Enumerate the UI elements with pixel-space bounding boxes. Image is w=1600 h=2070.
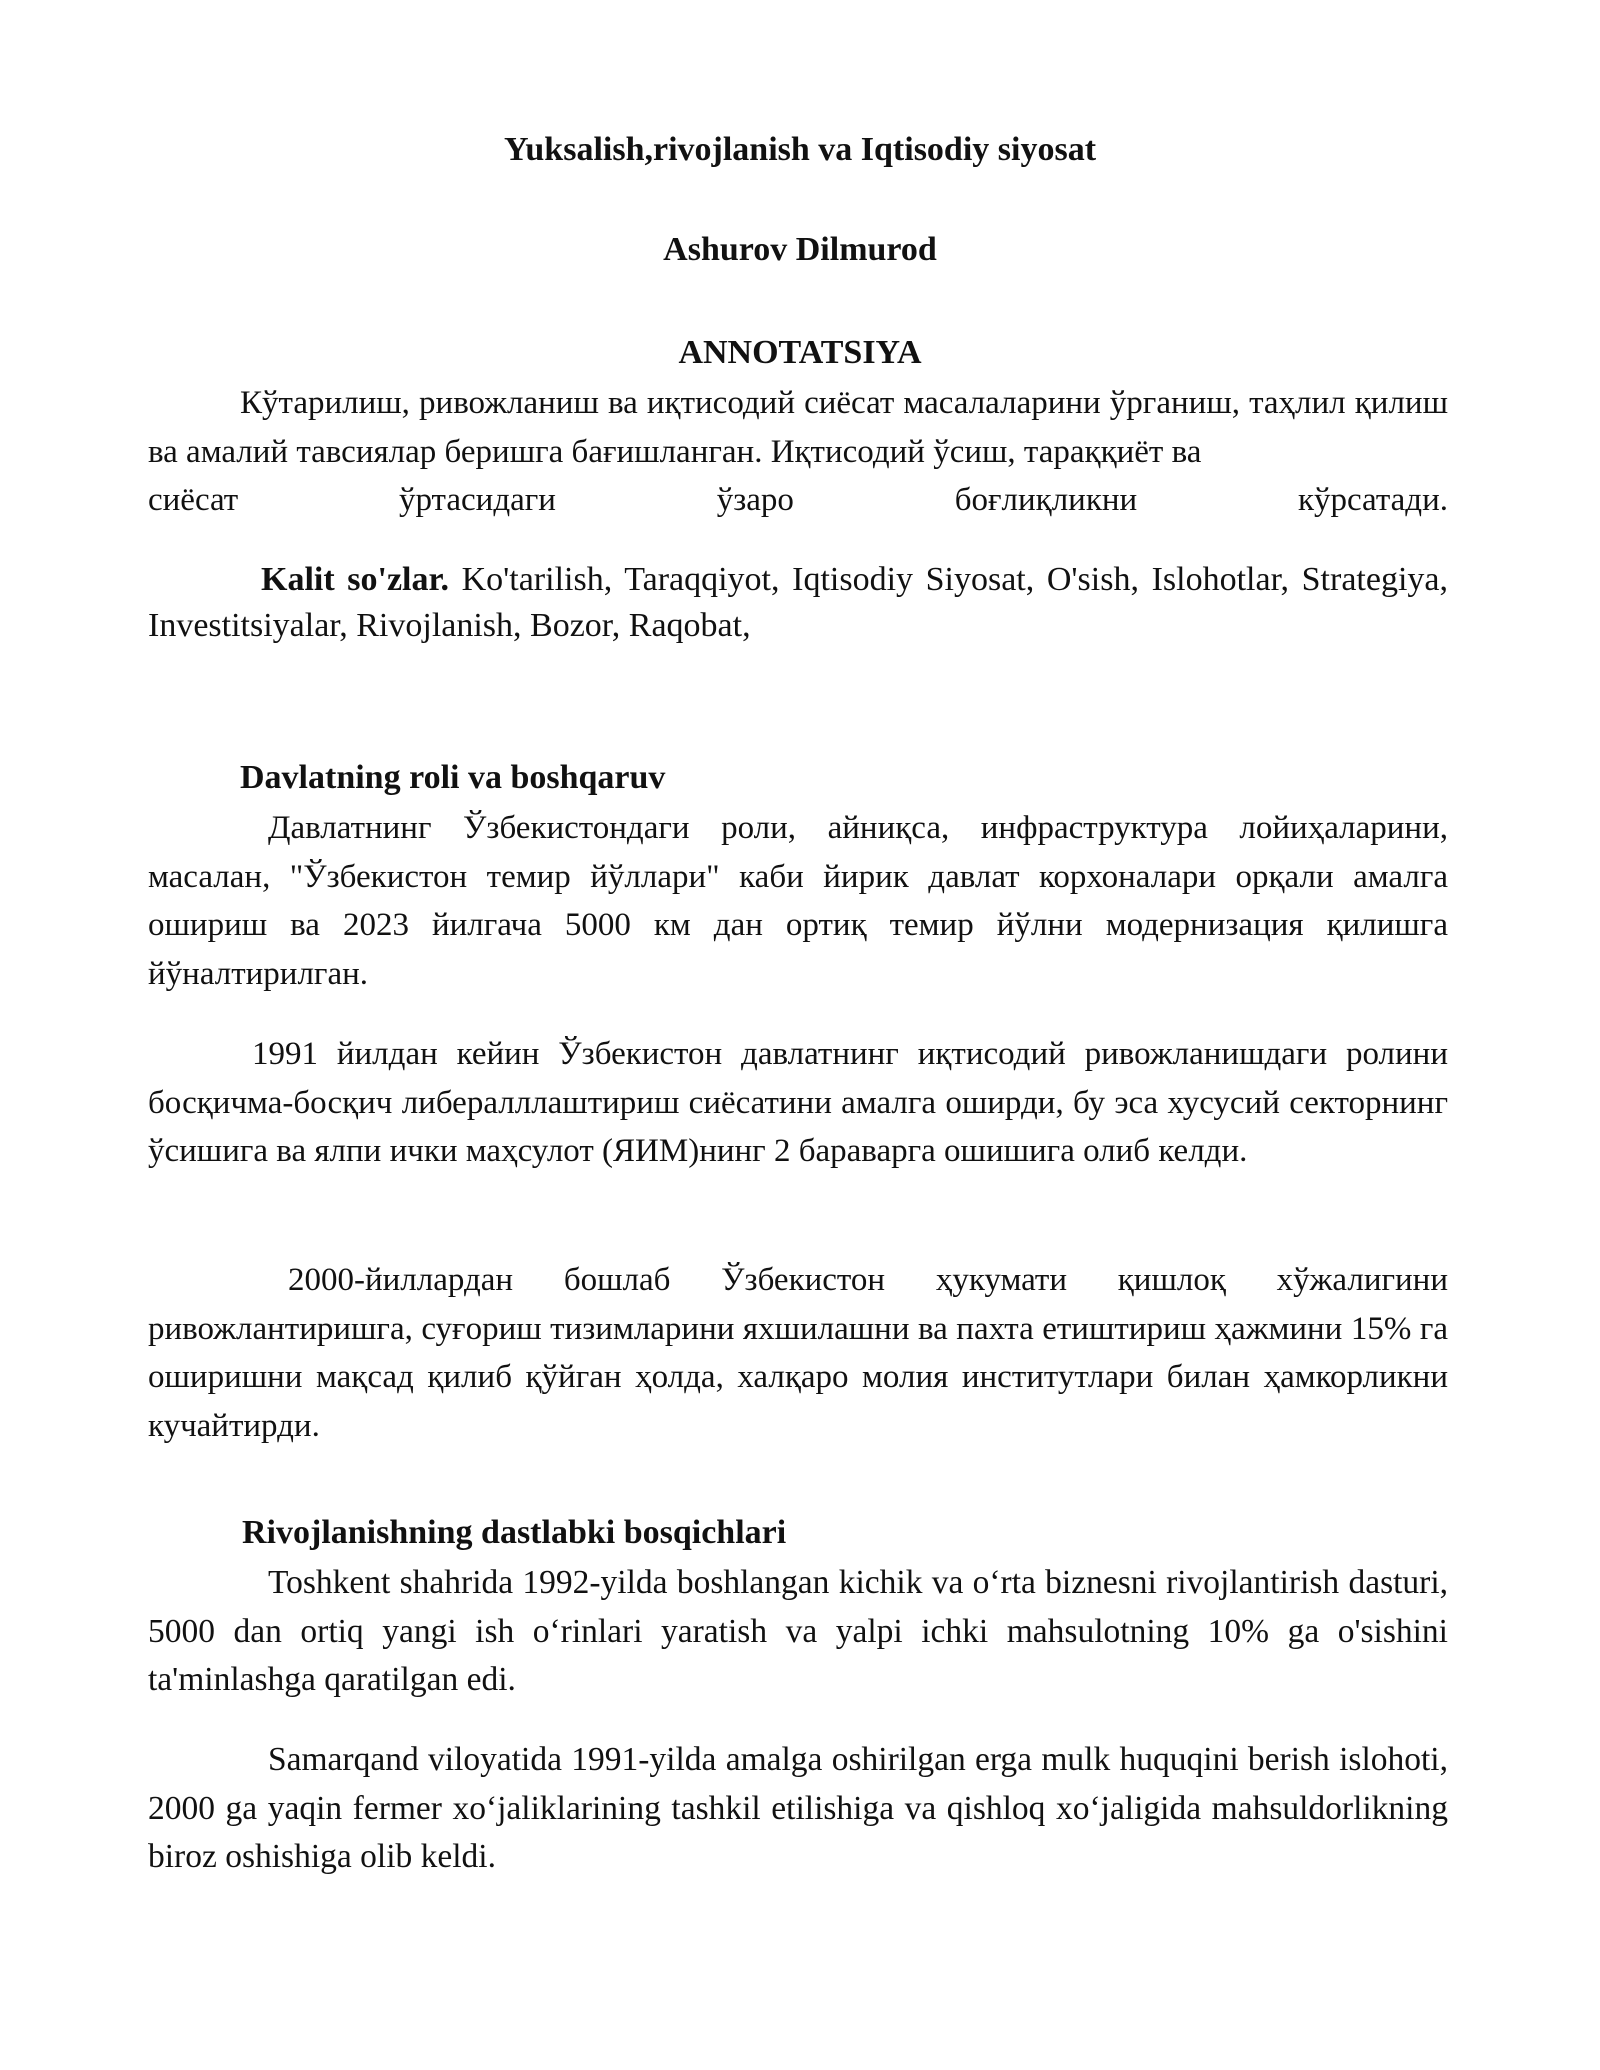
paragraph-text: Давлатнинг Ўзбекистондаги роли, айниқса, инфраструктура лойиҳаларини, масалан, "Ўзбекистон темир йўллари" каби йирик давлат корхоналари орқали амалга ошириш ва 2023 йилгача 5000 км дан ортиқ темир йўлни модернизация қилишга йўналтирилган. [148,810,1448,992]
annotation-heading: ANNOTATSIYA [678,334,922,371]
paragraph-text: Toshkent shahrida 1992-yilda boshlangan kichik va oʻrta biznesni rivojlantirish dasturi, 5000 dan ortiq yangi ish oʻrinlari yaratish va yalpi ichki mahsulotning 10% ga o'sishini ta'minlashga qaratilgan edi. [148,1564,1448,1698]
annotation-paragraph [148,379,1448,525]
paragraph-state-role-1 [148,804,1448,998]
paragraph-text: 1991 йилдан кейин Ўзбекистон давлатнинг иқтисодий ривожланишдаги ролини босқичма-босқич либералллаштириш сиёсатини амалга оширди, бу эса хусусий секторнинг ўсишига ва ялпи ички маҳсулот (ЯИМ)нинг 2 бараварга ошишига олиб келди. [148,1036,1448,1169]
paragraph-text: 2000-йиллардан бошлаб Ўзбекистон ҳукумати қишлоқ хўжалигини ривожлантиришга, суғориш тизимларини яхшилашни ва пахта етиштириш ҳажмини 15% га оширишни мақсад қилиб қўйган ҳолда, халқаро молия институтлари билан ҳамкорликни кучайтирди. [148,1262,1448,1444]
document-title: Yuksalish,rivojlanish va Iqtisodiy siyosat [503,131,1097,168]
section-heading-early-stages: Rivojlanishning dastlabki bosqichlari [242,1514,787,1551]
keywords-label: Kalit so'zlar. [261,561,449,598]
paragraph-state-role-2 [148,1030,1448,1176]
author-name: Ashurov Dilmurod [663,231,937,268]
keywords-list: Ko'tarilish, Taraqqiyot, Iqtisodiy Siyosat, O'sish, Islohotlar, Strategiya, Investitsiyalar, Rivojlanish, Bozor, Raqobat, [148,561,1448,644]
paragraph-early-stages-1 [148,1559,1448,1705]
paragraph-early-stages-2 [148,1736,1448,1882]
keywords-paragraph [148,557,1448,649]
annotation-text-1: Кўтарилиш, ривожланиш ва иқтисодий сиёсат масалаларини ўрганиш, таҳлил қилиш ва амалий тавсиялар беришга бағишланган. Иқтисодий ўсиш, тараққиёт ва [148,385,1448,470]
annotation-text-2: сиёсат ўртасидаги ўзаро боғлиқликни кўрсатади. [148,482,1448,518]
paragraph-text: Samarqand viloyatida 1991-yilda amalga oshirilgan erga mulk huquqini berish islohoti, 2000 ga yaqin fermer xoʻjaliklarining tashkil etilishiga va qishloq xoʻjaligida mahsuldorlikning biroz oshishiga olib keldi. [148,1741,1448,1875]
paragraph-state-role-3 [148,1256,1448,1450]
section-heading-state-role: Davlatning roli va boshqaruv [240,759,666,796]
